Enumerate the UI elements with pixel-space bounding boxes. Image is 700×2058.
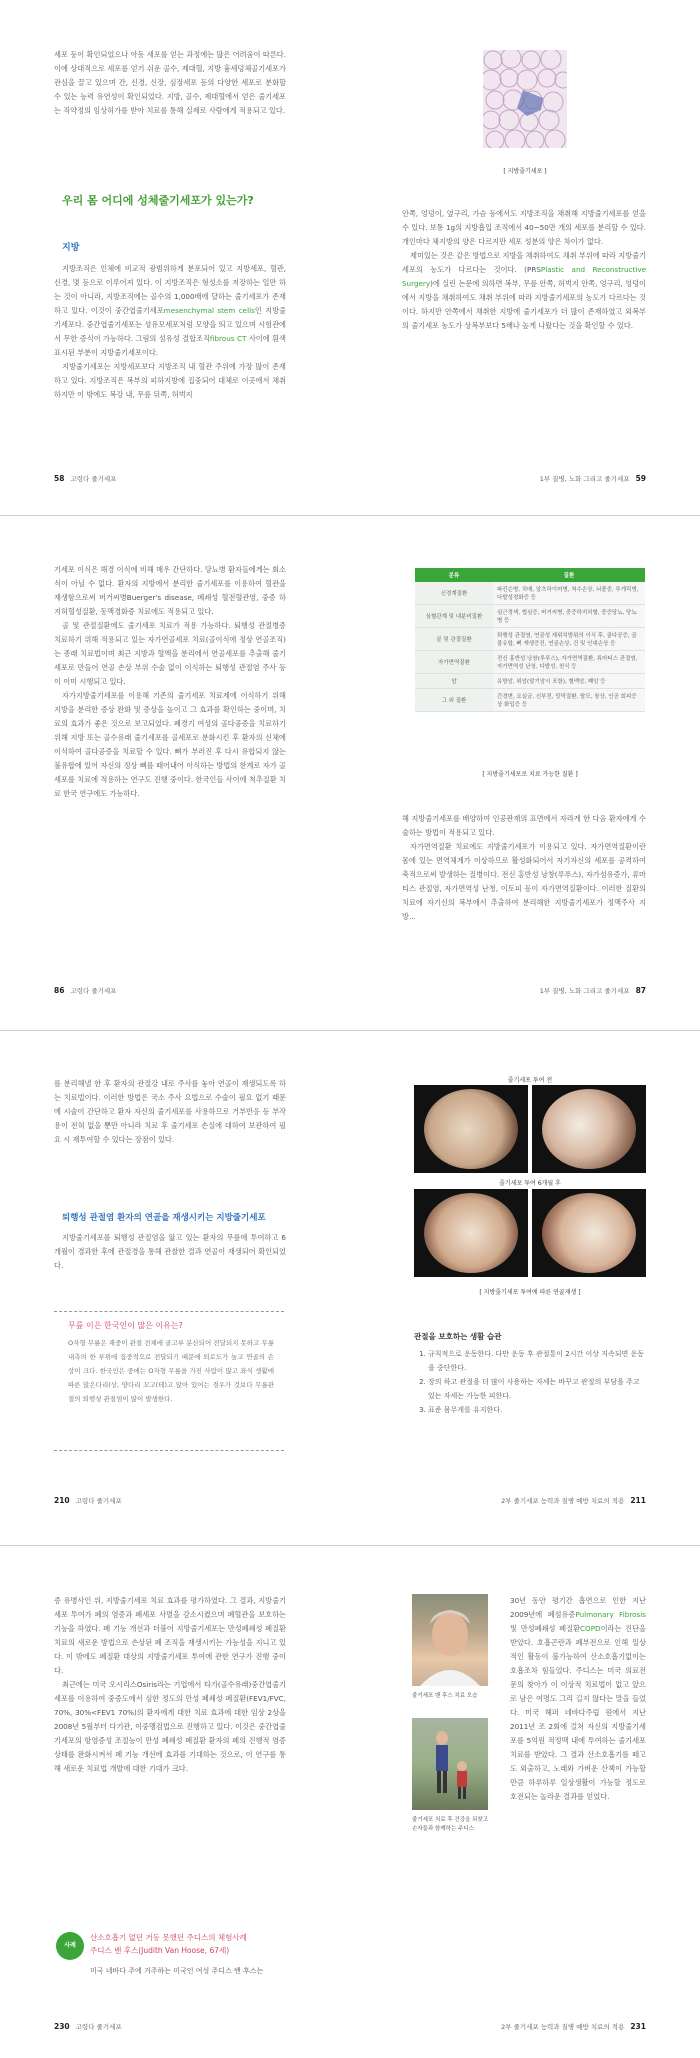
- spread-3: [0, 1031, 700, 1545]
- scope-lens: [542, 1089, 636, 1169]
- scope-lens: [542, 1193, 636, 1273]
- table-cell: 심근경색, 협심증, 버거씨병, 중증하지허혈, 중증당뇨, 당뇨병 등: [493, 605, 645, 628]
- footer-right: [501, 2022, 646, 2031]
- arthroscopy-image-before-1: [414, 1085, 528, 1173]
- left-column: [54, 48, 286, 118]
- table-caption: [ 지방줄기세포로 치료 가능한 질환 ]: [482, 771, 578, 778]
- table-row: [415, 582, 645, 605]
- paragraph: 증 유병사인 위, 지방줄기세포 치료 효과를 평가하였다. 그 결과, 지방줄기세포 투여가 폐의 염증과 폐세포 사멸을 감소시켰으며 폐혈관을 보호하는 기능을 하였다. 폐 기능 개선과 더불어 지방줄기세포는 만성폐쇄성 폐질환 치료의 새로운 방법으로 손상된 폐 조직을 재생시키는 가능성을 지니고 있다. 이 밖에도 폐질환 대상의 지방줄기세포 투여에 관한 연구가 진행 중이다.: [54, 1596, 286, 1675]
- page-number: 211: [630, 1496, 646, 1505]
- info-box-title: 무릎 이은 한국인이 많은 이유는?: [68, 1321, 183, 1330]
- page-number: 86: [54, 986, 65, 995]
- left-column: [54, 563, 286, 801]
- left-column: [54, 1077, 286, 1147]
- table-header: 분류: [415, 568, 493, 582]
- protect-title: 관절을 보호하는 생활 습관: [414, 1332, 502, 1341]
- paragraph: 안쪽, 엉덩이, 옆구리, 가슴 등에서도 지방조직을 채취해 지방줄기세포를 얻을 수 있다. 보통 1g의 지방흡입 조직에서 40~50만 개의 세포를 분리할 수 있다. 개인마다 체지방의 양은 다르지만 세포 성분의 양은 차이가 없다.: [402, 209, 646, 246]
- photo-caption-1: 줄기세포 밴 후스 치료 모습: [412, 1693, 478, 1699]
- right-column: [402, 207, 646, 333]
- footer-left: [54, 986, 116, 995]
- running-title: 1부 질병, 노화 그리고 줄기세포: [539, 475, 630, 483]
- patient-photo-2: [412, 1718, 488, 1810]
- left-column: [54, 1594, 286, 1776]
- spread-1: [0, 0, 700, 515]
- page-number: 231: [630, 2022, 646, 2031]
- list-item: 2. 장의 하고 관절을 더 많이 사용하는 자세는 바꾸고 관절의 부담을 주고 있는 자세는 가능한 피한다.: [428, 1375, 646, 1403]
- list-item: 3. 표준 몸무게를 유지한다.: [428, 1403, 646, 1417]
- table-row: [415, 689, 645, 712]
- table-row: [415, 674, 645, 689]
- image-caption: [ 지방줄기세포 ]: [503, 168, 547, 175]
- case-name: 주디스 밴 후스(Judith Van Hoose, 67세): [90, 1946, 230, 1955]
- disease-table: [415, 568, 645, 712]
- scope-label-after: 줄기세포 투여 6개월 후: [499, 1180, 561, 1187]
- footer-right: [540, 986, 646, 995]
- footer-right: [540, 474, 646, 483]
- table-cell: 퇴행성 관절염, 연골성 재위치범위의 이식 후, 골다공증, 골 불유합, 뼈 재생증진, 연골손상, 건 및 인대손상 등: [493, 628, 645, 651]
- page-number: 87: [635, 986, 646, 995]
- paragraph: 를 분리해낼 한 후 환자의 관절강 내로 주사를 놓아 연골이 재생되도록 하는 치료법이다. 이러한 방법은 국소 주사 요법으로 수술이 필요 없기 때문에 시술이 간단하고 환자 자신의 줄기세포를 사용하므로 거부반응 등 부작용이 전혀 없을 뿐만 아니라 치료 후 줄기세포 손실에 대하여 보관하여 필요 시 재투여할 수 있다는 장점이 있다.: [54, 1079, 286, 1144]
- footer-left: [54, 474, 116, 483]
- running-title: 1부 질병, 노화 그리고 줄기세포: [539, 987, 630, 995]
- paragraph: 제미있는 것은 같은 방법으로 지방을 채취하여도 채취 부위에 따라 지방줄기세포의 농도가 다르다는 것이다. (PRSPlastic and Reconstructive Surgery)에 실린 논문에 의하면 복부, 무릎 안쪽, 허벅지 안쪽, 엉구리, 엉덩이에서 지방을 채취하여도 채취 부위에 따라 지방줄기세포의 농도가 다르다는 것이다. 하지만 안쪽에서 채취한 지방에 줄기세포가 더 많이 존재하였고 외복부의 줄기세포 농도가 상복부보다 5배나 높게 나왔다는 것을 확인할 수 있다.: [402, 251, 646, 330]
- page-number: 230: [54, 2022, 70, 2031]
- table-row: [415, 605, 645, 628]
- page-number: 59: [635, 474, 646, 483]
- table-cell: 전신 홍반성 낭창(루푸스), 자가면역질환, 류마티스 관절염, 자가면역성 난청, 다발성, 천식 등: [493, 651, 645, 674]
- spread-4: [0, 1546, 700, 2058]
- table-row: [415, 628, 645, 651]
- table-cell: 간경변, 요실금, 신부전, 망막질환, 탈모, 창상, 인공 회피증상 화입증 등: [493, 689, 645, 712]
- arthroscopy-image-after-2: [532, 1189, 646, 1277]
- section-heading: 퇴행성 관절염 환자의 연골을 재생시키는 지방줄기세포: [62, 1213, 266, 1223]
- paragraph: 골 및 관절질환에도 줄기세포 치료가 적용 가능하다. 퇴행성 관절병증 치료하기 위해 적용되고 있는 자가연골세포 치료(골이식에 정상 연골조직)는 종래 치료법이며 최근 지방과 혈액을 분리에서 연골세포를 추출해 줄기세포로 만들어 연골 손상 부위 수술 없이 이식하는 퇴행성 관절염 주사 등이 이미 시행되고 있다.: [54, 621, 286, 686]
- case-badge: 사례: [56, 1932, 84, 1960]
- running-title: 고령다 줄기세포: [75, 1497, 122, 1505]
- protect-list: [414, 1347, 646, 1417]
- footer-left: [54, 1496, 122, 1505]
- table-cell: 신경계질환: [415, 582, 493, 605]
- right-column: [402, 812, 646, 924]
- table-cell: 심혈관계 및 내분비질환: [415, 605, 493, 628]
- paragraph: 자가면역질환 치료에도 지방줄기세포가 이용되고 있다. 자가면역질환이란 몸에 있는 면역체계가 이상하므로 활성화되어서 자기자신의 세포를 공격하여 축적으로써 발생하는 질병이다. 전신 홍반성 낭창(루푸스), 자가섬유증가, 류마티스 관절염, 자가면역성 난청, 이토피 등이 자가면역질환이다. 이러한 질환의 치료에 자기신의 복부에서 추출하여 분리해한 지방줄기세포가 정맥주사 지방...: [402, 842, 646, 921]
- table-cell: 파킨슨병, 치매, 알츠하이머병, 척수손상, 뇌졸중, 루게릭병, 다발성경화증 등: [493, 582, 645, 605]
- table-header: 질환: [493, 568, 645, 582]
- paragraph: 해 지방줄기세포를 배양하여 인공판재의 표면에서 자라게 한 다음 환자에게 수술하는 방법이 적용되고 있다.: [402, 814, 646, 837]
- page-number: 58: [54, 474, 65, 483]
- photo-caption-2: 줄기세포 치료 후 건강을 되찾고 손자들과 함께하는 주디스: [412, 1817, 489, 1832]
- running-title: 고령다 줄기세포: [70, 475, 117, 483]
- paragraph: 30년 동안 평기간 흡연으로 인한 지난 2009년에 폐섬유증Pulmonary Fibrosis 및 만성폐쇄성 폐질환COPD이라는 진단을 받았다. 호흡곤란과 폐부전으로 인해 일상적인 활동이 불가능하여 산소호흡기없이는 호흡조차 힘들었다. 주디스는 미국 의료전문의 찾아가 이 이상적 치료법이 없고 앞으로 남은 여명도 그리 길지 않다는 말을 들었다. 미국 헤퍼 네바다주립 원에서 지난 2011년 조 2회에 걸쳐 자신의 지방줄기세포를 5억원 적정맥 내에 투여하는 줄기세포 치료를 받았다. 그 결과 산소호흡기를 떼고도 외출하고, 노래와 가벼운 산책이 가능할 만큼 하루하루 일상생활이 가능할 정도로 호전되는 놀라운 결과를 얻었다.: [510, 1596, 647, 1801]
- right-column: [510, 1594, 646, 1804]
- paragraph: 지방줄기세포를 퇴행성 관절염을 앓고 있는 환자의 무릎에 투여하고 6개월이 경과한 후에 관절경을 통해 관찰한 결과 연골이 재생되어 확인되었다.: [54, 1233, 286, 1270]
- table-header-row: [415, 568, 645, 582]
- spread-2: [0, 516, 700, 1030]
- arthroscopy-image-after-1: [414, 1189, 528, 1277]
- paragraph: 자가지방줄기세포를 이용해 기존의 줄기세포 치료제에 이식하기 위해 지방을 분리한 증상 완화 및 증상을 높이고 그 효과를 확인하는 중이며, 치료의 효과가 좋은 것으로 보고되었다. 폐경기 여성의 골다공증을 치료하기 위해 지방 또는 골수유래 줄기세포를 골세포로 분화시킨 후 환자의 신체에 이식하여 골다공증을 치료할 수 있다. 뼈가 부러진 후 다시 유합되지 않는 불유합에 있어 자신의 정상 뼈를 떼어내어 이식하는 방법의 한계로 자가 골세포를 치료에 적용하는 연구도 진행 중이다. 한국인들 사이에 척추질환 치료 한국 연구에도 가능하다.: [54, 691, 286, 798]
- arthroscopy-image-before-2: [532, 1085, 646, 1173]
- footer-right: [501, 1496, 646, 1505]
- list-item: 1. 규칙적으로 운동한다. 다만 운동 후 관절통이 2시간 이상 지속되면 운동을 중단한다.: [428, 1347, 646, 1375]
- paragraph: 기세포 이식은 해경 이식에 비해 매우 간단하다. 당뇨병 환자들에게는 회소식이 아닐 수 없다. 환자의 지방에서 분리한 줄기세포를 이용하여 혈관을 재생함으로써 버거씨병Buerger's disease, 폐쇄성 혈전혈관염, 중증 하지허혈성질환, 동맥경화증 치료에도 적용되고 있다.: [54, 565, 287, 616]
- table-cell: 골 및 관절질환: [415, 628, 493, 651]
- footer-left: [54, 2022, 122, 2031]
- paragraph: 세포 등이 확인되었으나 아동 세포를 얻는 과정에는 많은 어려움이 따른다. 이에 상대적으로 세포를 얻기 쉬운 골수, 제대혈, 지방 흉세덩체골기세포가 관심을 끌고 있으며 간, 신경, 신장, 심장세포 등의 다양한 세포로 분화할 수 있는 능력 유연성이 확인되었다. 지방, 골수, 제대혈에서 얻은 줄기세포는 직약정의 임상허가를 받아 치료를 통해 실제로 사람에게 적용되고 있다.: [54, 50, 286, 115]
- section-heading: 우리 몸 어디에 성체줄기세포가 있는가?: [62, 194, 254, 207]
- paragraph: 지방조직은 인체에 비교적 광범위하게 분포되어 있고 지방세포, 혈관, 신경, 몇 등으로 이루어져 있다. 이 지방조직은 형성소를 저장하는 일만 하는 것이 아니라, 지방조직에는 골수의 1,000배에 달하는 줄기세포가 존재하고 있다. 이것이 중간엽줄기세포mesenchymal stem cells인 지방줄기세포다. 중간엽줄기세포는 성유모세포처럼 모양을 띄고 있으며 시험관에서 무한 증식이 가능하다. 그림의 섬유성 결합조직fibrous CT 사이에 흰색 표시된 부분이 지방줄기세포이다.: [54, 264, 287, 357]
- paragraph: 지방줄기세포는 지방세포보다 지방조직 내 혈관 주위에 가장 많이 존재하고 있다. 지방조직은 복부의 피하지방에 집중되어 대체로 이곳에서 채취하지만 이 밖에도 복강 내, 무릎 뒤쪽, 허벅지: [54, 362, 286, 399]
- table-cell: 유방암, 위암(말기암시 포함), 혈액암, 폐암 등: [493, 674, 645, 689]
- left-column-2: [54, 262, 286, 402]
- case-body: 미국 네바다 주에 거주하는 미국인 여성 주디스 밴 후스는: [90, 1967, 264, 1975]
- fat-tissue-image: [483, 50, 567, 148]
- table-cell: 암: [415, 674, 493, 689]
- page-number: 210: [54, 1496, 70, 1505]
- left-column-2: [54, 1231, 286, 1273]
- case-title: 산소호흡기 없던 거동 못했던 주디스의 체험사례: [90, 1933, 247, 1942]
- running-title: 2부 줄기세포 능력과 질병 예방 치료의 적용: [501, 1497, 625, 1505]
- info-box: [54, 1311, 284, 1451]
- section-subheading: 지방: [62, 243, 80, 253]
- scope-caption: [ 지방줄기세포 투여에 따른 연골재생 ]: [479, 1289, 581, 1296]
- running-title: 고령다 줄기세포: [70, 987, 117, 995]
- table-row: [415, 651, 645, 674]
- info-box-body: O자형 무릎은 재중이 관절 전체에 골고루 분산되어 전달되지 못하고 무릎 내측의 한 부위에 집중적으로 전달되기 때문에 퇴로도가 높고 연골의 손상이 크다. 한국인은 중에는 O자형 무릎을 가진 사람이 많고 좌식 생활에 따른 앉은다리(상, 양다리 꼬고(테)고 앉아 있어는 경우가 것보다 무릎관절의 퇴행성 관절염이 많이 발생한다.: [68, 1339, 274, 1403]
- running-title: 고령다 줄기세포: [75, 2023, 122, 2031]
- scope-lens: [424, 1089, 518, 1169]
- paragraph: 최근에는 미국 오시리스Osiris라는 기업에서 타가(골수유래)중간엽줄기세포를 이용하여 중증도에서 심한 정도의 만성 폐쇄성 폐질환(FEV1/FVC, 70%, 30%<FEV1 70%)의 환자에게 대한 치료 효과에 대한 임상 2상을 2008년 5월부터 다기관, 이중맹검법으로 진행하고 있다. 이것은 중간엽줄기세포의 항염증성 조절능이 만성 폐쇄성 폐질환 환자의 폐의 진행적 염증 상태를 완화시켜서 폐 기능 개선에 효과를 기대하는 것으로, 이 연구를 통해 새로운 치료법 개발에 대한 기대가 크다.: [54, 1680, 286, 1773]
- patient-photo-1: [412, 1594, 488, 1686]
- table-cell: 자가면역질환: [415, 651, 493, 674]
- table-cell: 그 외 질환: [415, 689, 493, 712]
- running-title: 2부 줄기세포 능력과 질병 예방 치료의 적용: [501, 2023, 625, 2031]
- scope-lens: [424, 1193, 518, 1273]
- scope-label-before: 줄기세포 투여 전: [507, 1077, 553, 1084]
